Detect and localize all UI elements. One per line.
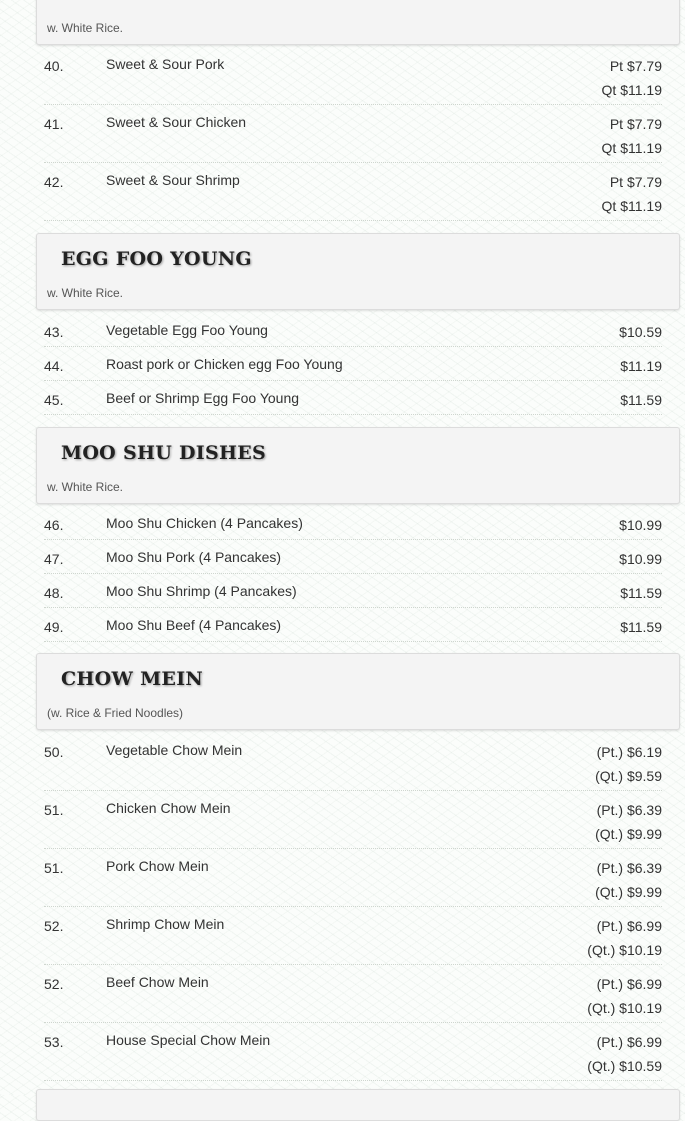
item-price-pint: (Pt.) $6.39: [596, 860, 662, 876]
item-name: Beef or Shrimp Egg Foo Young: [106, 390, 300, 406]
menu-item[interactable]: [44, 540, 662, 574]
egg-foo-young-section-header: [36, 233, 680, 310]
next-section-header: [36, 1089, 680, 1121]
egg-foo-young-items: [44, 313, 662, 415]
menu-item[interactable]: [44, 1023, 662, 1081]
item-number: 46.: [44, 517, 64, 533]
item-price-pint: (Pt.) $6.19: [596, 744, 662, 760]
item-number: 43.: [44, 324, 64, 340]
item-price-pint: (Pt.) $6.99: [596, 918, 662, 934]
item-price-quart: (Qt.) $10.59: [587, 1058, 662, 1074]
section-title: EGG FOO YOUNG: [61, 248, 252, 270]
item-price: $11.59: [620, 585, 662, 601]
item-number: 51.: [44, 860, 64, 876]
item-name: Moo Shu Beef (4 Pancakes): [106, 617, 282, 633]
item-price: $10.99: [619, 551, 662, 567]
menu-item[interactable]: [44, 347, 662, 381]
item-price-quart: (Qt.) $9.59: [595, 768, 662, 784]
menu-item[interactable]: [44, 608, 662, 642]
item-name: Chicken Chow Mein: [106, 800, 231, 816]
item-name: Vegetable Egg Foo Young: [106, 322, 268, 338]
item-name: Moo Shu Chicken (4 Pancakes): [106, 515, 303, 531]
menu-item[interactable]: [44, 47, 662, 105]
sweet-sour-items: [44, 47, 662, 221]
sweet-sour-section-header: [36, 0, 680, 45]
section-subtitle: w. White Rice.: [47, 286, 124, 300]
item-number: 48.: [44, 585, 64, 601]
item-price-quart: Qt $11.19: [601, 198, 662, 214]
menu-item[interactable]: [44, 965, 662, 1023]
item-name: Moo Shu Shrimp (4 Pancakes): [106, 583, 297, 599]
section-subtitle: w. White Rice.: [47, 480, 124, 494]
menu-item[interactable]: [44, 506, 662, 540]
menu-item[interactable]: [44, 907, 662, 965]
menu-item[interactable]: [44, 313, 662, 347]
item-price-quart: (Qt.) $9.99: [595, 826, 662, 842]
menu-item[interactable]: [44, 163, 662, 221]
item-name: Sweet & Sour Pork: [106, 56, 225, 72]
menu-item[interactable]: [44, 574, 662, 608]
item-name: Roast pork or Chicken egg Foo Young: [106, 356, 343, 372]
menu-item[interactable]: [44, 791, 662, 849]
item-name: Beef Chow Mein: [106, 974, 209, 990]
item-price-pint: (Pt.) $6.39: [596, 802, 662, 818]
item-price: $10.59: [619, 324, 662, 340]
item-name: Pork Chow Mein: [106, 858, 209, 874]
item-price-pint: Pt $7.79: [609, 116, 662, 132]
item-price: $10.99: [619, 517, 662, 533]
item-name: Moo Shu Pork (4 Pancakes): [106, 549, 282, 565]
item-price: $11.19: [620, 358, 662, 374]
section-subtitle: w. White Rice.: [47, 21, 124, 35]
item-number: 49.: [44, 619, 64, 635]
item-number: 51.: [44, 802, 64, 818]
item-price: $11.59: [620, 392, 662, 408]
chow-mein-section-header: [36, 653, 680, 730]
item-price-pint: Pt $7.79: [609, 174, 662, 190]
item-name: Vegetable Chow Mein: [106, 742, 243, 758]
item-number: 41.: [44, 116, 64, 132]
menu-item[interactable]: [44, 381, 662, 415]
item-price-pint: (Pt.) $6.99: [596, 1034, 662, 1050]
chow-mein-items: [44, 733, 662, 1081]
item-price-pint: Pt $7.79: [609, 58, 662, 74]
moo-shu-section-header: [36, 427, 680, 504]
item-number: 45.: [44, 392, 64, 408]
item-price: $11.59: [620, 619, 662, 635]
item-name: House Special Chow Mein: [106, 1032, 271, 1048]
item-name: Shrimp Chow Mein: [106, 916, 225, 932]
section-subtitle: (w. Rice & Fried Noodles): [47, 706, 184, 720]
item-number: 42.: [44, 174, 64, 190]
item-price-quart: Qt $11.19: [601, 140, 662, 156]
item-number: 50.: [44, 744, 64, 760]
menu-item[interactable]: [44, 105, 662, 163]
item-number: 47.: [44, 551, 64, 567]
item-number: 40.: [44, 58, 64, 74]
item-price-quart: (Qt.) $10.19: [587, 1000, 662, 1016]
moo-shu-items: [44, 506, 662, 642]
item-number: 53.: [44, 1034, 64, 1050]
menu-item[interactable]: [44, 849, 662, 907]
item-price-quart: Qt $11.19: [601, 82, 662, 98]
item-number: 52.: [44, 976, 64, 992]
item-price-quart: (Qt.) $9.99: [595, 884, 662, 900]
item-name: Sweet & Sour Shrimp: [106, 172, 240, 188]
section-title: MOO SHU DISHES: [61, 442, 267, 464]
section-title: CHOW MEIN: [61, 668, 204, 690]
item-price-pint: (Pt.) $6.99: [596, 976, 662, 992]
item-price-quart: (Qt.) $10.19: [587, 942, 662, 958]
item-name: Sweet & Sour Chicken: [106, 114, 247, 130]
item-number: 44.: [44, 358, 64, 374]
item-number: 52.: [44, 918, 64, 934]
menu-item[interactable]: [44, 733, 662, 791]
